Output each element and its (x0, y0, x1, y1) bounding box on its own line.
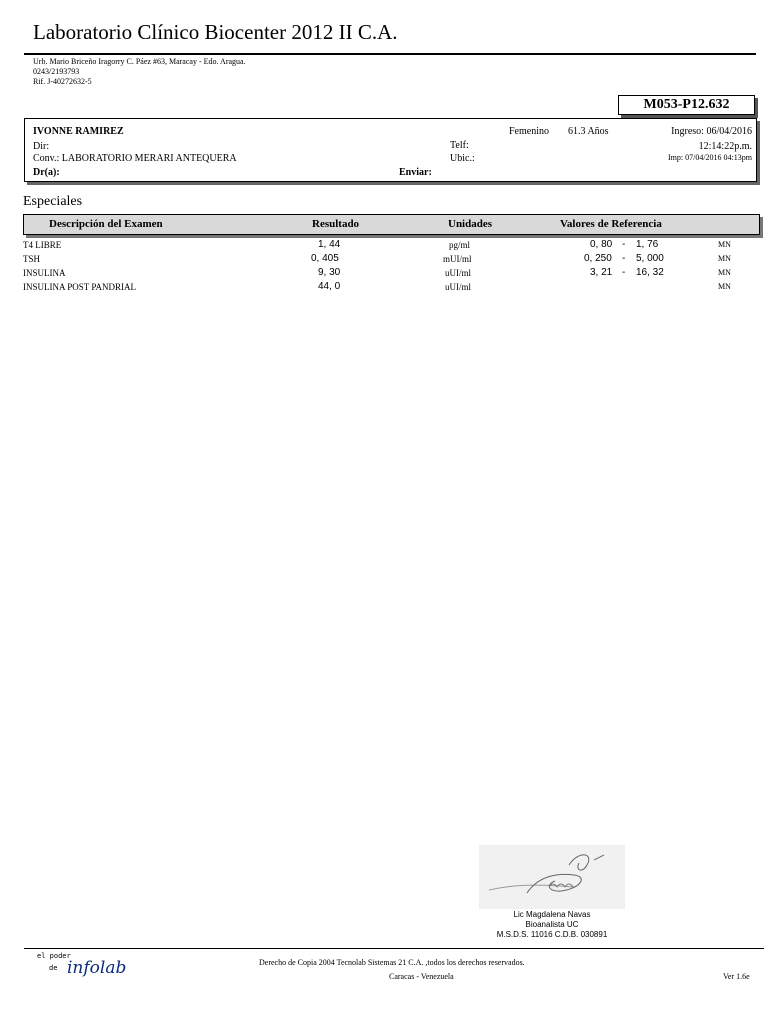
method-flag: MN (718, 282, 731, 291)
signer-title: Bioanalista UC (525, 920, 579, 929)
admission-date: Ingreso: 06/04/2016 (671, 126, 752, 137)
send-label: Enviar: (399, 167, 432, 178)
reference-high: 1, 76 (636, 239, 659, 250)
copyright-text: Derecho de Copia 2004 Tecnolab Sistemas 21 C.A. ,todos los derechos reservados. (259, 958, 525, 967)
exam-result: 44, 0 (318, 281, 341, 292)
exam-name: T4 LIBRE (23, 240, 62, 250)
reference-high: 16, 32 (636, 267, 664, 278)
lab-name: Laboratorio Clínico Biocenter 2012 II C.A. (33, 20, 398, 44)
table-row (0, 267, 768, 281)
agreement-label: Conv.: LABORATORIO MERARI ANTEQUERA (33, 153, 237, 164)
table-row (0, 253, 768, 267)
exam-name: INSULINA POST PANDRIAL (23, 282, 137, 292)
exam-result: 0, 405 (311, 253, 339, 264)
method-flag: MN (718, 254, 731, 263)
exam-result: 1, 44 (318, 239, 341, 250)
address-label: Dir: (33, 141, 50, 152)
doctor-label: Dr(a): (33, 167, 60, 178)
reference-low: 3, 21 (590, 267, 613, 278)
signature-image (479, 845, 625, 909)
lab-rif: Rif. J-40272632-5 (33, 77, 92, 86)
admission-time: 12:14:22p.m. (698, 141, 752, 152)
exam-result: 9, 30 (318, 267, 341, 278)
patient-name: IVONNE RAMIREZ (33, 126, 124, 137)
patient-sex: Femenino (509, 126, 549, 137)
location-label: Ubic.: (450, 153, 475, 164)
section-title: Especiales (23, 194, 83, 209)
phone-label: Telf: (450, 140, 469, 151)
order-number: M053-P12.632 (618, 95, 755, 115)
header-result: Resultado (312, 218, 360, 230)
patient-info-box (24, 118, 757, 182)
infolab-logo: infolab (67, 958, 127, 978)
header-description: Descripción del Examen (49, 218, 163, 230)
header-divider (24, 53, 756, 55)
table-header (23, 214, 760, 235)
exam-unit: pg/ml (449, 240, 471, 250)
version-text: Ver 1.6e (723, 972, 750, 981)
footer-location: Caracas - Venezuela (389, 972, 454, 981)
footer-divider (24, 948, 764, 949)
signer-ids: M.S.D.S. 11016 C.D.B. 030891 (496, 930, 608, 939)
reference-dash: - (622, 239, 626, 250)
method-flag: MN (718, 240, 731, 249)
reference-dash: - (622, 267, 626, 278)
powered-by-line1: el poder (37, 952, 71, 960)
reference-low: 0, 80 (590, 239, 613, 250)
exam-name: INSULINA (23, 268, 66, 278)
print-date: Imp: 07/04/2016 04:13pm (668, 153, 752, 162)
exam-unit: mUI/ml (443, 254, 472, 264)
signer-name: Lic Magdalena Navas (513, 910, 591, 919)
powered-by-line2: de (49, 964, 58, 972)
lab-address: Urb. Mario Briceño Iragorry C. Páez #63, Maracay - Edo. Aragua. (33, 57, 246, 66)
header-units: Unidades (448, 218, 493, 230)
header-reference: Valores de Referencia (560, 218, 662, 230)
reference-high: 5, 000 (636, 253, 664, 264)
table-row (0, 281, 768, 295)
reference-low: 0, 250 (584, 253, 612, 264)
exam-name: TSH (23, 254, 41, 264)
exam-unit: uUI/ml (445, 268, 471, 278)
method-flag: MN (718, 268, 731, 277)
exam-unit: uUI/ml (445, 282, 471, 292)
patient-age: 61.3 Años (568, 126, 609, 137)
reference-dash: - (622, 253, 626, 264)
lab-phone: 0243/2193793 (33, 67, 80, 76)
table-row (0, 239, 768, 253)
